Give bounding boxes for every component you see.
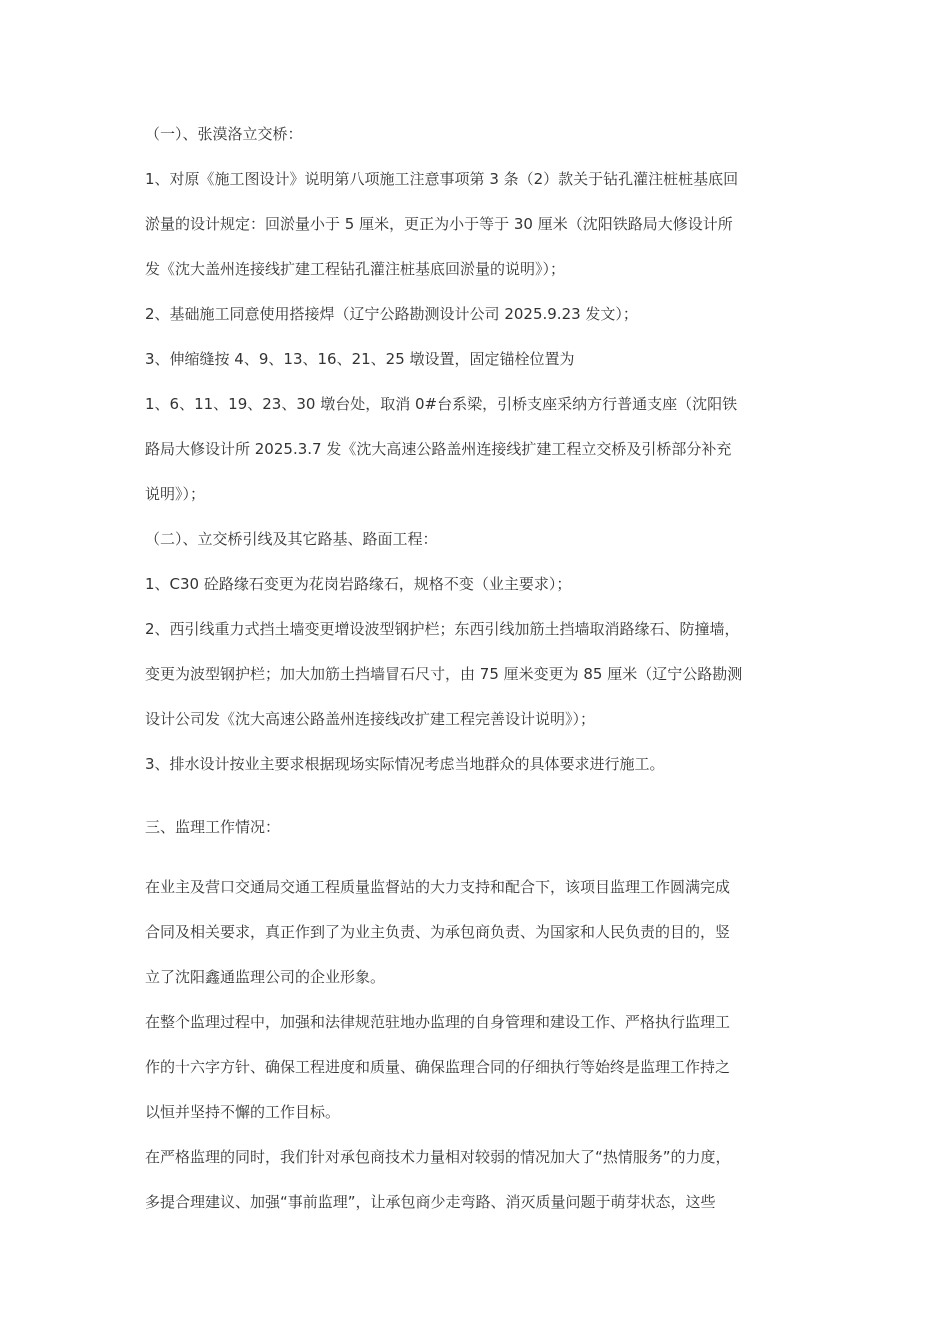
paragraph-line: 3、伸缩缝按 4、9、13、16、21、25 墩设置，固定锚栓位置为 (145, 350, 575, 368)
paragraph-line: 3、排水设计按业主要求根据现场实际情况考虑当地群众的具体要求进行施工。 (145, 755, 665, 773)
paragraph-line: 路局大修设计所 2025.3.7 发《沈大高速公路盖州连接线扩建工程立交桥及引桥部分补充 (145, 440, 732, 458)
paragraph-line: 立了沈阳鑫通监理公司的企业形象。 (145, 968, 386, 986)
paragraph-line: 1、对原《施工图设计》说明第八项施工注意事项第 3 条（2）款关于钻孔灌注桩桩基底回 (145, 170, 739, 188)
paragraph-line: 1、6、11、19、23、30 墩台处，取消 0#台系梁，引桥支座采纳方行普通支座（沈阳铁 (145, 395, 738, 413)
paragraph-line: 在业主及营口交通局交通工程质量监督站的大力支持和配合下，该项目监理工作圆满完成 (145, 878, 731, 896)
paragraph-line: 2、基础施工同意使用搭接焊（辽宁公路勘测设计公司 2025.9.23 发文）； (145, 305, 638, 323)
heading-section-3: 三、监理工作情况： (145, 818, 281, 836)
heading-section-1: （一）、张漠洛立交桥： (145, 125, 303, 143)
paragraph-line: 合同及相关要求，真正作到了为业主负责、为承包商负责、为国家和人民负责的目的，竖 (145, 923, 731, 941)
paragraph-line: 在严格监理的同时，我们针对承包商技术力量相对较弱的情况加大了“热情服务”的力度， (145, 1148, 731, 1166)
heading-section-2: （二）、立交桥引线及其它路基、路面工程： (145, 530, 438, 548)
paragraph-line: 多提合理建议、加强“事前监理”，让承包商少走弯路、消灭质量问题于萌芽状态，这些 (145, 1193, 716, 1211)
paragraph-line: 设计公司发《沈大高速公路盖州连接线改扩建工程完善设计说明》）； (145, 710, 596, 728)
paragraph-line: 变更为波型钢护栏；加大加筋土挡墙冒石尺寸，由 75 厘米变更为 85 厘米（辽宁公路勘测 (145, 665, 743, 683)
paragraph-line: 在整个监理过程中，加强和法律规范驻地办监理的自身管理和建设工作、严格执行监理工 (145, 1013, 731, 1031)
paragraph-line: 淤量的设计规定：回淤量小于 5 厘米，更正为小于等于 30 厘米（沈阳铁路局大修设计所 (145, 215, 733, 233)
paragraph-line: 1、C30 砼路缘石变更为花岗岩路缘石，规格不变（业主要求）； (145, 575, 572, 593)
paragraph-line: 作的十六字方针、确保工程进度和质量、确保监理合同的仔细执行等始终是监理工作持之 (145, 1058, 731, 1076)
paragraph-line: 说明》）； (145, 485, 206, 503)
paragraph-line: 发《沈大盖州连接线扩建工程钻孔灌注桩基底回淤量的说明》）； (145, 260, 566, 278)
paragraph-line: 2、西引线重力式挡土墙变更增设波型钢护栏；东西引线加筋土挡墙取消路缘石、防撞墙， (145, 620, 740, 638)
paragraph-line: 以恒并坚持不懈的工作目标。 (145, 1103, 341, 1121)
